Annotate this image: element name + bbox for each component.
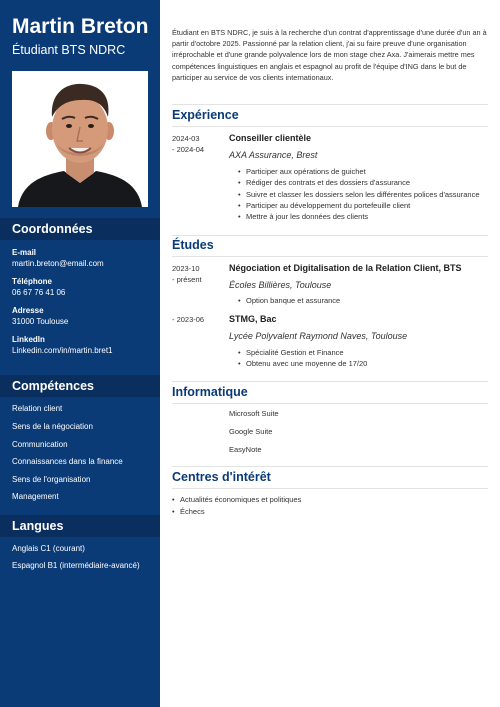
experience-heading: Expérience — [172, 108, 239, 122]
experience-date-start: 2024-03 — [172, 134, 200, 143]
list-item: • Participer aux opérations de guichet — [238, 166, 480, 177]
candidate-name: Martin Breton — [12, 15, 149, 38]
profile-photo — [12, 71, 148, 207]
section-divider — [172, 381, 488, 382]
candidate-subtitle: Étudiant BTS NDRC — [12, 43, 126, 57]
education-date-start: 2023-10 — [172, 264, 200, 273]
section-divider — [172, 235, 488, 236]
skill-item: Sens de l'organisation — [12, 475, 91, 484]
skill-item: Sens de la négociation — [12, 422, 93, 431]
list-item: • Suivre et classer les dossiers selon les différentes polices d'assurance — [238, 189, 480, 200]
interests-bullets — [172, 494, 301, 518]
languages-heading: Langues — [0, 515, 160, 537]
skill-item: Communication — [12, 440, 68, 449]
contact-value-email[interactable]: martin.breton@email.com — [12, 259, 104, 268]
education-heading: Études — [172, 238, 214, 252]
section-divider — [172, 488, 488, 489]
section-divider — [172, 126, 488, 127]
education-title: STMG, Bac — [229, 314, 277, 324]
it-item: EasyNote — [229, 445, 262, 454]
contact-value-linkedin[interactable]: Linkedin.com/in/martin.bret1 — [12, 346, 113, 355]
it-item: Google Suite — [229, 427, 273, 436]
education-school: Écoles Billières, Toulouse — [229, 280, 332, 290]
education-school: Lycée Polyvalent Raymond Naves, Toulouse — [229, 331, 408, 341]
education-bullets — [238, 347, 367, 370]
section-divider — [172, 466, 488, 467]
experience-title: Conseiller clientèle — [229, 133, 312, 143]
list-item: • Obtenu avec une moyenne de 17/20 — [238, 358, 367, 369]
contact-value-address: 31000 Toulouse — [12, 317, 69, 326]
list-item: • Spécialité Gestion et Finance — [238, 347, 367, 358]
education-title: Négociation et Digitalisation de la Relation Client, BTS — [229, 263, 462, 273]
contact-label-email: E-mail — [12, 248, 37, 257]
skill-item: Relation client — [12, 404, 63, 413]
section-divider — [172, 104, 488, 105]
skill-item: Connaissances dans la finance — [12, 457, 123, 466]
skills-heading: Compétences — [0, 375, 160, 397]
language-item: Anglais C1 (courant) — [12, 544, 85, 553]
contact-value-phone[interactable]: 06 67 76 41 06 — [12, 288, 66, 297]
language-item: Espagnol B1 (intermédiaire-avancé) — [12, 561, 140, 570]
education-date-start: - 2023-06 — [172, 315, 205, 324]
list-item: • Option banque et assurance — [238, 295, 340, 306]
list-item: • Actualités économiques et politiques — [172, 494, 301, 506]
profile-summary: Étudiant en BTS NDRC, je suis à la recherche d'un contrat d'apprentissage d'une durée d'un an à partir d'octobre 2025. Passionné par la relation client, j'ai su faire preuve d'une organisation irréprochable et d'une grande polyvalence lors de mon stage chez Axa. J'aimerais mettre mes compétences linguistiques en anglais et espagnol au profit de l'équipe d'ING dans le but de participer au service de vos clients internationaux. — [172, 28, 487, 82]
experience-company: AXA Assurance, Brest — [229, 150, 318, 160]
sidebar — [0, 0, 160, 707]
contact-label-address: Adresse — [12, 306, 44, 315]
list-item: • Mettre à jour les données des clients — [238, 211, 480, 222]
contact-label-phone: Téléphone — [12, 277, 53, 286]
contact-heading: Coordonnées — [0, 218, 160, 240]
experience-bullets — [238, 166, 480, 222]
interests-heading: Centres d'intérêt — [172, 470, 271, 484]
list-item: • Participer au développement du portefeuille client — [238, 200, 480, 211]
section-divider — [172, 403, 488, 404]
it-item: Microsoft Suite — [229, 409, 279, 418]
list-item: • Échecs — [172, 506, 301, 518]
skill-item: Management — [12, 492, 59, 501]
section-divider — [172, 256, 488, 257]
education-bullets — [238, 295, 340, 306]
profile-photo-illustration — [12, 71, 148, 207]
experience-date-end: - 2024-04 — [172, 145, 205, 154]
it-heading: Informatique — [172, 385, 248, 399]
list-item: • Rédiger des contrats et des dossiers d'assurance — [238, 177, 480, 188]
main-content — [160, 0, 500, 707]
education-date-end: - présent — [172, 275, 202, 284]
contact-label-linkedin: LinkedIn — [12, 335, 45, 344]
